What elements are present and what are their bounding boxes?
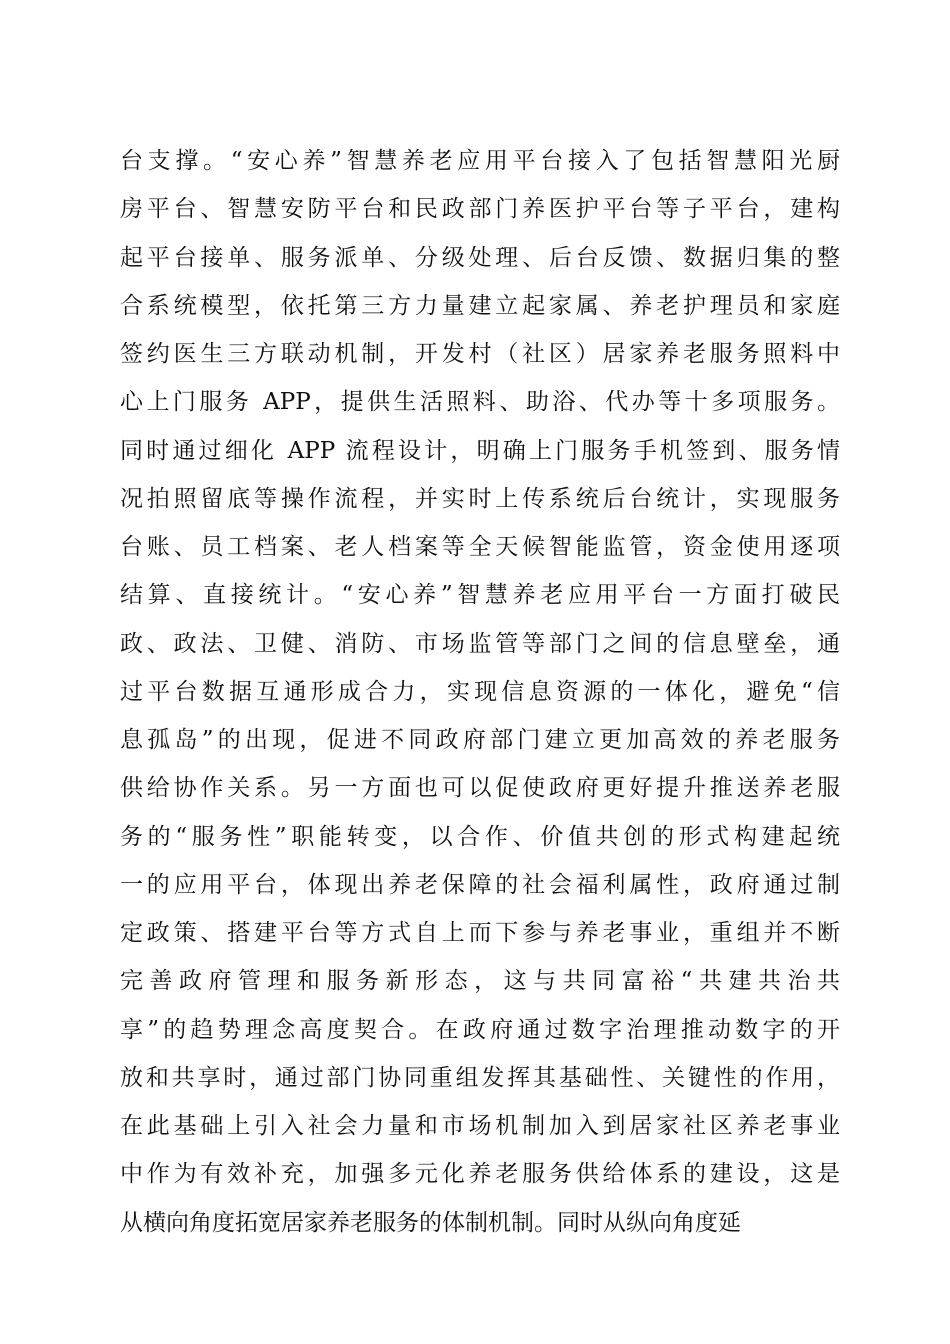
text-line: 政、政法、卫健、消防、市场监管等部门之间的信息壁垒，通 (120, 630, 840, 657)
text-line: 务的“服务性”职能转变，以合作、价值共创的形式构建起统 (120, 823, 840, 850)
text-line: 心上门服务 APP，提供生活照料、助浴、代办等十多项服务。 (120, 389, 840, 416)
text-line: 结算、直接统计。“安心养”智慧养老应用平台一方面打破民 (120, 582, 840, 609)
text-line: 完善政府管理和服务新形态，这与共同富裕“共建共治共 (120, 968, 840, 995)
text-line: 台支撑。“安心养”智慧养老应用平台接入了包括智慧阳光厨 (120, 148, 840, 174)
text-line: 息孤岛”的出现，促进不同政府部门建立更加高效的养老服务 (120, 727, 840, 753)
text-line: 从横向角度拓宽居家养老服务的体制机制。同时从纵向角度延 (120, 1209, 741, 1236)
text-line: 房平台、智慧安防平台和民政部门养医护平台等子平台，建构 (120, 196, 840, 223)
body-paragraph (120, 137, 840, 1247)
text-line: 起平台接单、服务派单、分级处理、后台反馈、数据归集的整 (120, 244, 840, 271)
text-line: 放和共享时，通过部门协同重组发挥其基础性、关键性的作用， (120, 1064, 840, 1091)
text-line: 同时通过细化 APP 流程设计，明确上门服务手机签到、服务情 (120, 437, 840, 464)
text-line: 合系统模型，依托第三方力量建立起家属、养老护理员和家庭 (120, 292, 840, 319)
text-line: 供给协作关系。另一方面也可以促使政府更好提升推送养老服 (120, 775, 840, 802)
text-line: 台账、员工档案、老人档案等全天候智能监管，资金使用逐项 (120, 534, 840, 560)
text-line: 签约医生三方联动机制，开发村（社区）居家养老服务照料中 (120, 341, 840, 367)
text-line: 中作为有效补充，加强多元化养老服务供给体系的建设，这是 (120, 1161, 840, 1188)
text-line: 过平台数据互通形成合力，实现信息资源的一体化，避免“信 (120, 678, 840, 705)
text-line: 一的应用平台，体现出养老保障的社会福利属性，政府通过制 (120, 871, 840, 898)
text-line: 况拍照留底等操作流程，并实时上传系统后台统计，实现服务 (120, 485, 840, 512)
text-line: 享”的趋势理念高度契合。在政府通过数字治理推动数字的开 (120, 1016, 840, 1043)
text-line: 定政策、搭建平台等方式自上而下参与养老事业，重组并不断 (120, 920, 840, 946)
text-line: 在此基础上引入社会力量和市场机制加入到居家社区养老事业 (120, 1113, 840, 1139)
